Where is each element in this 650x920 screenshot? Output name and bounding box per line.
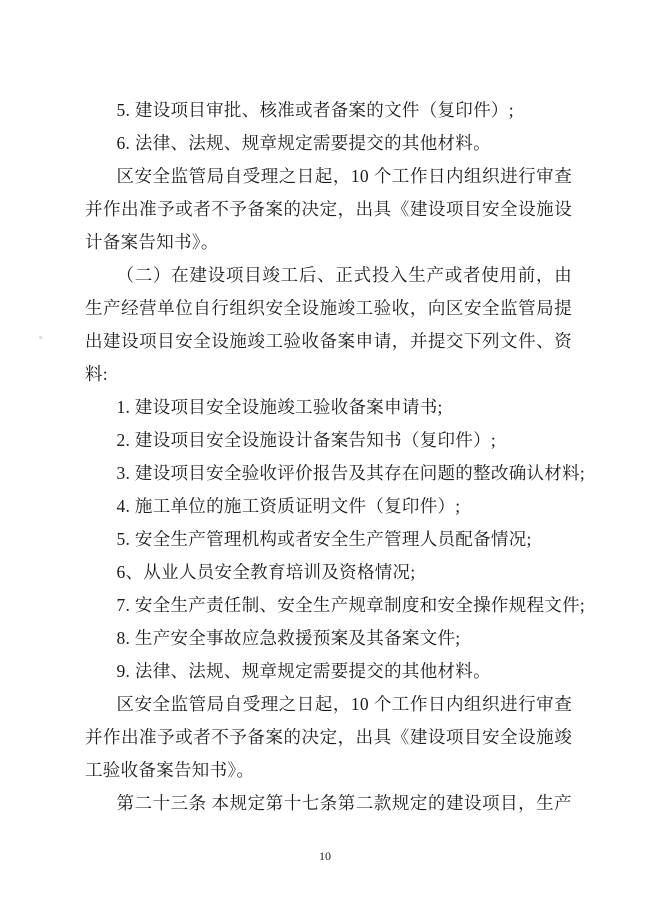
text-line: 计备案告知书》。 — [85, 232, 219, 252]
text-line: 出建设项目安全设施竣工验收备案申请，并提交下列文件、资 — [85, 331, 572, 351]
text-line: 1. 建设项目安全设施竣工验收备案申请书; — [116, 397, 443, 417]
text-line: 并作出准予或者不予备案的决定，出具《建设项目安全设施设 — [85, 199, 572, 219]
text-line: 2. 建设项目安全设施设计备案告知书（复印件）; — [116, 430, 497, 450]
document-text-block — [85, 94, 586, 820]
text-line: 区安全监管局自受理之日起，10 个工作日内组织进行审查 — [116, 694, 572, 714]
text-line: 料: — [85, 364, 108, 384]
scan-artifact-dot — [39, 336, 42, 339]
text-line: 区安全监管局自受理之日起，10 个工作日内组织进行审查 — [116, 166, 572, 186]
text-line: 5. 建设项目审批、核准或者备案的文件（复印件）; — [116, 100, 514, 120]
text-line: 并作出准予或者不予备案的决定，出具《建设项目安全设施竣 — [85, 727, 572, 747]
text-line: 8. 生产安全事故应急救援预案及其备案文件; — [116, 628, 461, 648]
text-line: 生产经营单位自行组织安全设施竣工验收，向区安全监管局提 — [85, 298, 572, 318]
text-line: 5. 安全生产管理机构或者安全生产管理人员配备情况; — [116, 529, 532, 549]
text-line: 6. 法律、法规、规章规定需要提交的其他材料。 — [116, 133, 491, 153]
text-line: 6、从业人员安全教育培训及资格情况; — [116, 562, 416, 582]
text-line: 9. 法律、法规、规章规定需要提交的其他材料。 — [116, 661, 491, 681]
text-line: 工验收备案告知书》。 — [85, 760, 255, 780]
text-line: 4. 施工单位的施工资质证明文件（复印件）; — [116, 496, 461, 516]
text-line: 7. 安全生产责任制、安全生产规章制度和安全操作规程文件; — [116, 595, 586, 615]
text-line: 第二十三条 本规定第十七条第二款规定的建设项目，生产 — [116, 793, 572, 813]
page-number: 10 — [319, 849, 331, 863]
text-line: 3. 建设项目安全验收评价报告及其存在问题的整改确认材料; — [116, 463, 586, 483]
text-line: （二）在建设项目竣工后、正式投入生产或者使用前，由 — [116, 265, 572, 285]
